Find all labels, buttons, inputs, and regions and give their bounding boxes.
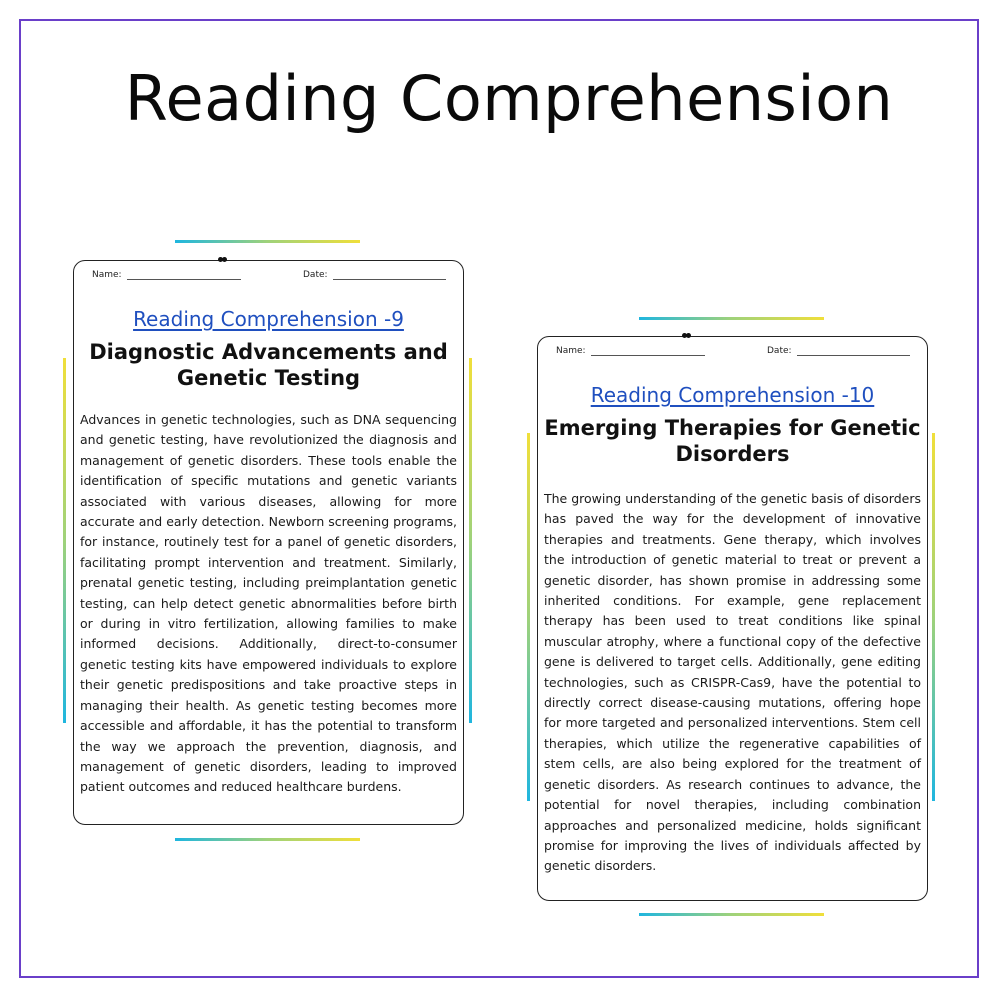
name-line (127, 270, 241, 280)
name-label: Name: (556, 346, 586, 356)
decor-line-bottom-2 (639, 913, 824, 916)
page-title: Reading Comprehension (124, 62, 894, 135)
decor-line-bottom-1 (175, 838, 360, 841)
date-line (333, 270, 446, 280)
date-field[interactable] (767, 346, 910, 356)
decor-line-top-2 (639, 317, 824, 320)
worksheet-link[interactable]: Reading Comprehension -9 (133, 307, 404, 331)
name-label: Name: (92, 270, 122, 280)
decor-line-right-1 (469, 358, 472, 723)
date-label: Date: (767, 346, 792, 356)
decor-line-right-2 (932, 433, 935, 801)
worksheet-card (73, 260, 464, 825)
worksheet-link[interactable]: Reading Comprehension -10 (590, 383, 875, 407)
date-label: Date: (303, 270, 328, 280)
worksheet-body: The growing understanding of the genetic basis of disorders has paved the way for the development of innovative therapies and treatments. Gene therapy, which involves the introduction of genetic material to treat or prevent a genetic disorder, has shown promise in addressing some inherited conditions. For example, gene replacement therapy has been used to treat conditions like spinal muscular atrophy, where a functional copy of the defective gene is delivered to target cells. Additionally, gene editing technologies, such as CRISPR-Cas9, have the potential to directly correct disease-causing mutations, offering hope for more targeted and personalized interventions. Stem cell therapies, which utilize the regenerative capabilities of stem cells, are also being explored for the treatment of genetic disorders. As research continues to advance, the potential for novel therapies, including combination approaches and personalized medicine, holds significant promise for improving the lives of individuals affected by genetic disorders. (544, 491, 921, 874)
name-line (591, 346, 705, 356)
decor-line-left-1 (63, 358, 66, 723)
decor-line-top-1 (175, 240, 360, 243)
name-field[interactable] (92, 270, 241, 280)
binder-ring-icon (682, 333, 691, 339)
worksheet-heading: Diagnostic Advancements and Genetic Testing (89, 340, 448, 390)
name-field[interactable] (556, 346, 705, 356)
worksheet-body: Advances in genetic technologies, such as DNA sequencing and genetic testing, have revolutionized the diagnosis and management of genetic disorders. These tools enable the identification of specific mutations and genetic variants associated with various diseases, allowing for more accurate and early detection. Newborn screening programs, for instance, routinely test for a panel of genetic disorders, facilitating prompt intervention and treatment. Similarly, prenatal genetic testing, including preimplantation genetic testing, can help detect genetic abnormalities before birth or during in vitro fertilization, allowing families to make informed decisions. Additionally, direct-to-consumer genetic testing kits have empowered individuals to explore their genetic predispositions and take proactive steps in managing their health. As genetic testing becomes more accessible and affordable, it has the potential to transform the way we approach the prevention, diagnosis, and management of genetic disorders, leading to improved patient outcomes and reduced healthcare burdens. (80, 412, 457, 795)
worksheet-card (537, 336, 928, 901)
date-line (797, 346, 910, 356)
binder-ring-icon (218, 257, 227, 263)
decor-line-left-2 (527, 433, 530, 801)
worksheet-heading: Emerging Therapies for Genetic Disorders (544, 416, 921, 466)
date-field[interactable] (303, 270, 446, 280)
